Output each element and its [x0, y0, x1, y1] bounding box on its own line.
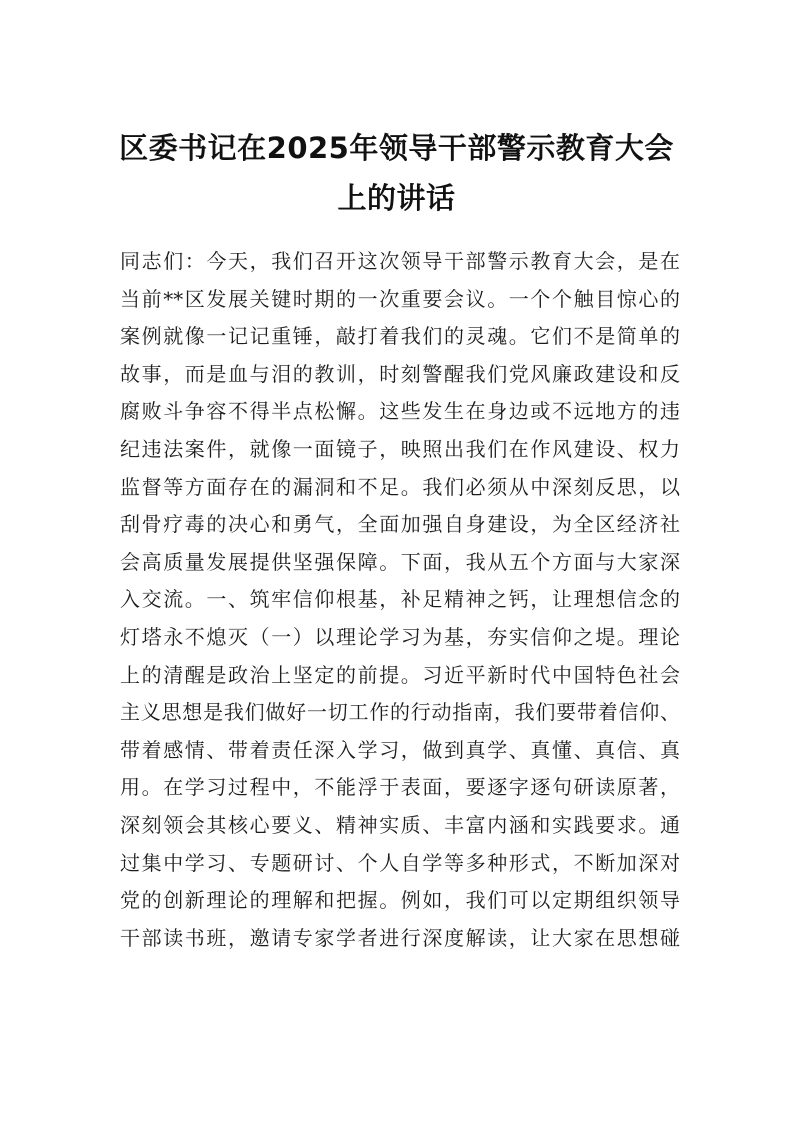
body-line: 深刻领会其核心要义、精神实质、丰富内涵和实践要求。通	[120, 812, 680, 837]
body-line: 干部读书班，邀请专家学者进行深度解读，让大家在思想碰	[120, 925, 680, 950]
body-line: 案例就像一记记重锤，敲打着我们的灵魂。它们不是简单的	[120, 324, 680, 349]
body-line: 用。在学习过程中，不能浮于表面，要逐字逐句研读原著，	[120, 775, 680, 800]
body-line: 同志们：今天，我们召开这次领导干部警示教育大会，是在	[120, 249, 680, 273]
body-line: 当前**区发展关键时期的一次重要会议。一个个触目惊心的	[120, 286, 680, 311]
body-line: 带着感情、带着责任深入学习，做到真学、真懂、真信、真	[120, 737, 680, 762]
body-line: 纪违法案件，就像一面镜子，映照出我们在作风建设、权力	[120, 436, 680, 461]
document-title-line-1: 区委书记在2025年领导干部警示教育大会	[119, 131, 674, 165]
body-line: 入交流。一、筑牢信仰根基，补足精神之钙，让理想信念的	[120, 587, 680, 612]
body-line: 灯塔永不熄灭（一）以理论学习为基，夯实信仰之堤。理论	[120, 624, 680, 649]
body-line: 腐败斗争容不得半点松懈。这些发生在身边或不远地方的违	[120, 399, 680, 424]
document-body	[120, 243, 680, 957]
body-line: 刮骨疗毒的决心和勇气，全面加强自身建设，为全区经济社	[120, 512, 680, 537]
document-title-line-2: 上的讲话	[337, 181, 456, 215]
body-line: 党的创新理论的理解和把握。例如，我们可以定期组织领导	[120, 888, 680, 913]
body-line: 监督等方面存在的漏洞和不足。我们必须从中深刻反思，以	[120, 474, 680, 499]
body-line: 上的清醒是政治上坚定的前提。习近平新时代中国特色社会	[120, 662, 680, 687]
body-line: 故事，而是血与泪的教训，时刻警醒我们党风廉政建设和反	[120, 361, 680, 386]
body-line: 会高质量发展提供坚强保障。下面，我从五个方面与大家深	[120, 549, 680, 574]
body-line: 过集中学习、专题研讨、个人自学等多种形式，不断加深对	[120, 850, 680, 875]
body-line: 主义思想是我们做好一切工作的行动指南，我们要带着信仰、	[120, 700, 680, 725]
